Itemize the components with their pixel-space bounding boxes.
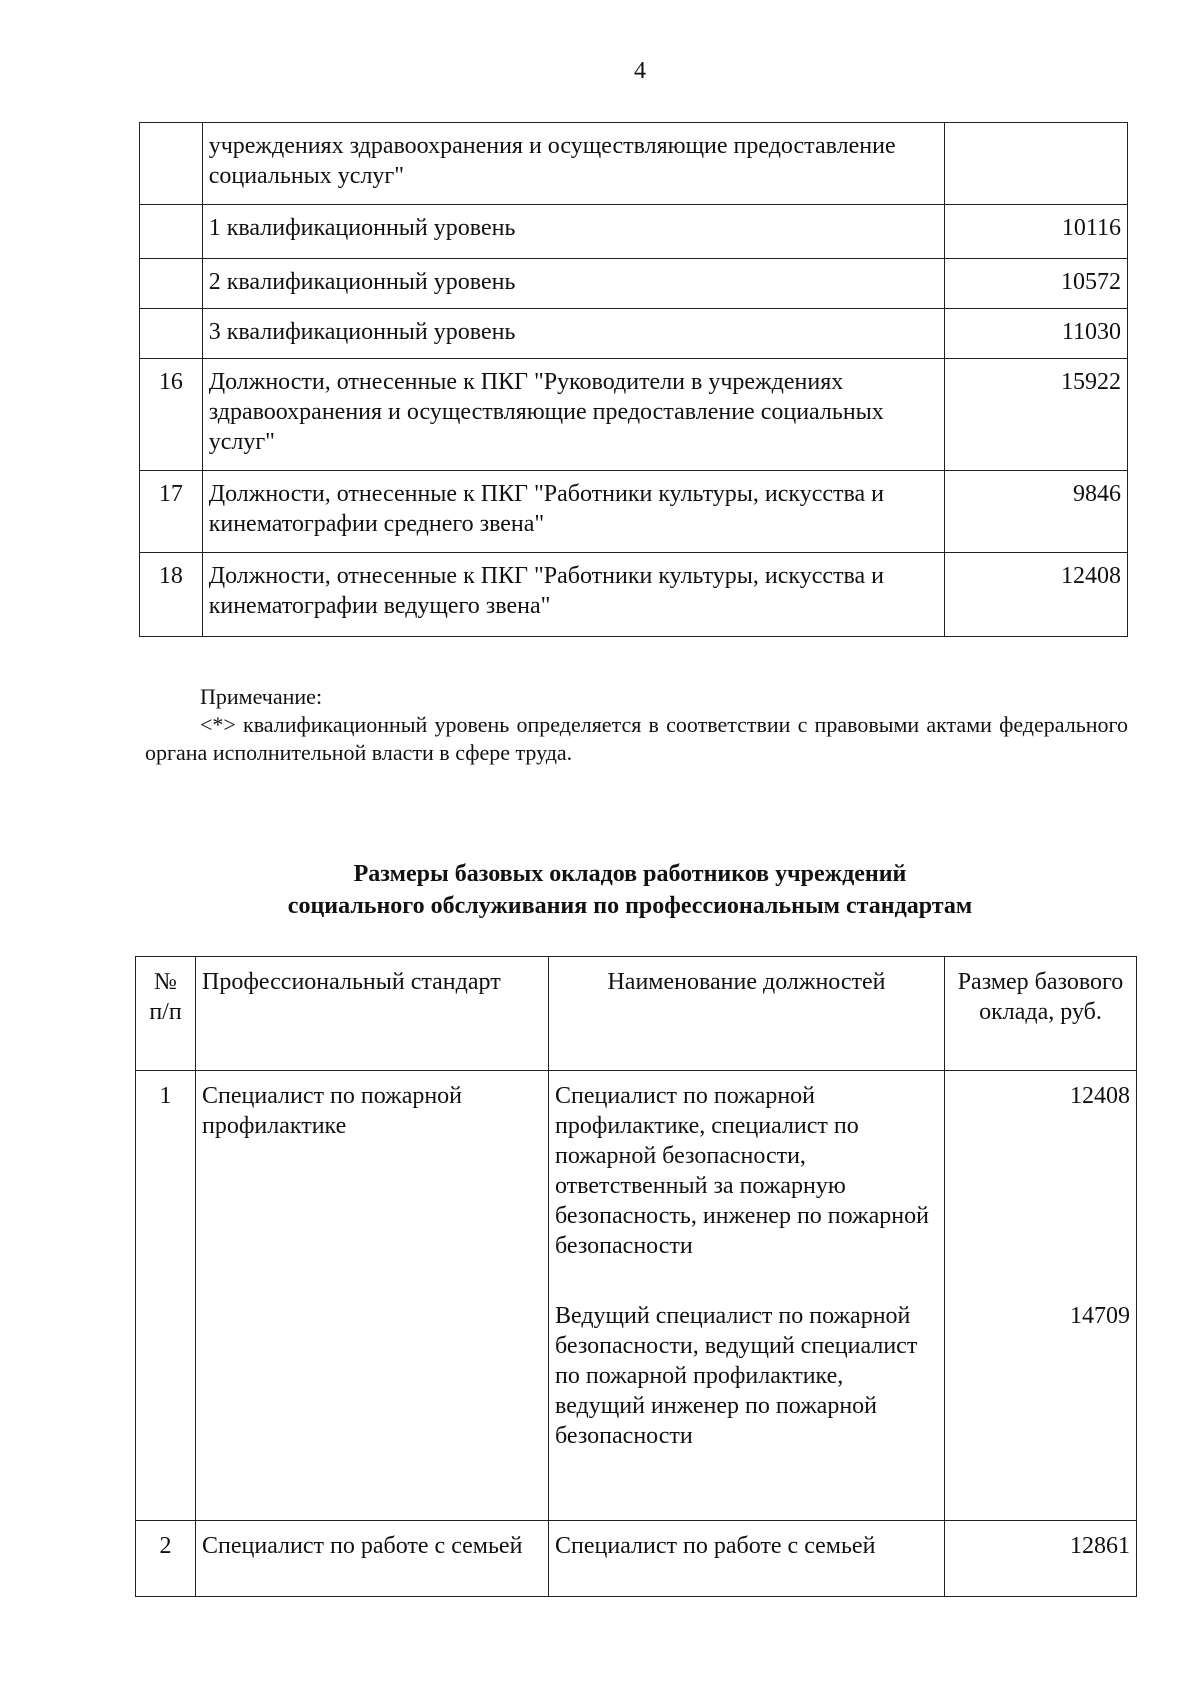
professional-standard: Специалист по работе с семьей	[196, 1521, 549, 1597]
position-name: 3 квалификационный уровень	[202, 309, 944, 359]
row-number	[140, 205, 203, 259]
row-number: 2	[136, 1521, 196, 1597]
table-header-row	[136, 957, 1137, 1071]
page-number: 4	[634, 58, 646, 84]
table-row	[140, 553, 1128, 637]
positions-cell	[549, 1071, 945, 1521]
salary-value: 14709	[1070, 1303, 1130, 1329]
table-row	[140, 259, 1128, 309]
salary-value: 12408	[1070, 1083, 1130, 1109]
header-standard: Профессиональный стандарт	[196, 957, 549, 1071]
position-name: учреждениях здравоохранения и осуществляющие предоставление социальных услуг"	[202, 123, 944, 205]
section-title-line-2: социального обслуживания по профессиональным стандартам	[287, 893, 973, 919]
table-row	[140, 359, 1128, 471]
professional-standard: Специалист по пожарной профилактике	[196, 1071, 549, 1521]
professional-standards-table	[135, 956, 1137, 1597]
salary-value: 10116	[944, 205, 1127, 259]
salary-cell	[945, 1071, 1137, 1521]
position-name: Должности, отнесенные к ПКГ "Руководители в учреждениях здравоохранения и осуществляющие предоставление социальных услуг"	[202, 359, 944, 471]
position-name: Должности, отнесенные к ПКГ "Работники культуры, искусства и кинематографии ведущего звена"	[202, 553, 944, 637]
row-number: 1	[136, 1071, 196, 1521]
salary-value: 11030	[944, 309, 1127, 359]
position-name: Должности, отнесенные к ПКГ "Работники культуры, искусства и кинематографии среднего звена"	[202, 471, 944, 553]
salary-value: 10572	[944, 259, 1127, 309]
position-group: Специалист по пожарной профилактике, специалист по пожарной безопасности, ответственный за пожарную безопасность, инженер по пожарной безопасности	[555, 1083, 929, 1259]
position-name: 2 квалификационный уровень	[202, 259, 944, 309]
position-group: Специалист по работе с семьей	[555, 1533, 876, 1559]
header-number: № п/п	[136, 957, 196, 1071]
salary-value: 9846	[944, 471, 1127, 553]
position-name: 1 квалификационный уровень	[202, 205, 944, 259]
table-row	[140, 123, 1128, 205]
salary-value	[944, 123, 1127, 205]
positions-cell	[549, 1521, 945, 1597]
row-number	[140, 123, 203, 205]
section-title	[130, 858, 1130, 922]
position-group: Ведущий специалист по пожарной безопасности, ведущий специалист по пожарной профилактике, ведущий инженер по пожарной безопасности	[555, 1303, 918, 1449]
row-number	[140, 259, 203, 309]
row-number: 16	[140, 359, 203, 471]
table-row	[140, 471, 1128, 553]
row-number	[140, 309, 203, 359]
table-row	[136, 1071, 1137, 1521]
salary-value: 15922	[944, 359, 1127, 471]
row-number: 18	[140, 553, 203, 637]
salary-cell	[945, 1521, 1137, 1597]
table-row	[140, 205, 1128, 259]
note-title: Примечание:	[200, 684, 323, 709]
header-salary-size: Размер базового оклада, руб.	[945, 957, 1137, 1071]
salary-value: 12408	[944, 553, 1127, 637]
section-title-line-1: Размеры базовых окладов работников учреждений	[353, 861, 907, 887]
header-positions: Наименование должностей	[549, 957, 945, 1071]
table-row	[140, 309, 1128, 359]
salary-value: 12861	[1070, 1533, 1130, 1559]
table-row	[136, 1521, 1137, 1597]
qualification-salary-table	[139, 122, 1128, 637]
note-text: <*> квалификационный уровень определяется в соответствии с правовыми актами федерального органа исполнительной власти в сфере труда.	[145, 712, 1128, 765]
row-number: 17	[140, 471, 203, 553]
